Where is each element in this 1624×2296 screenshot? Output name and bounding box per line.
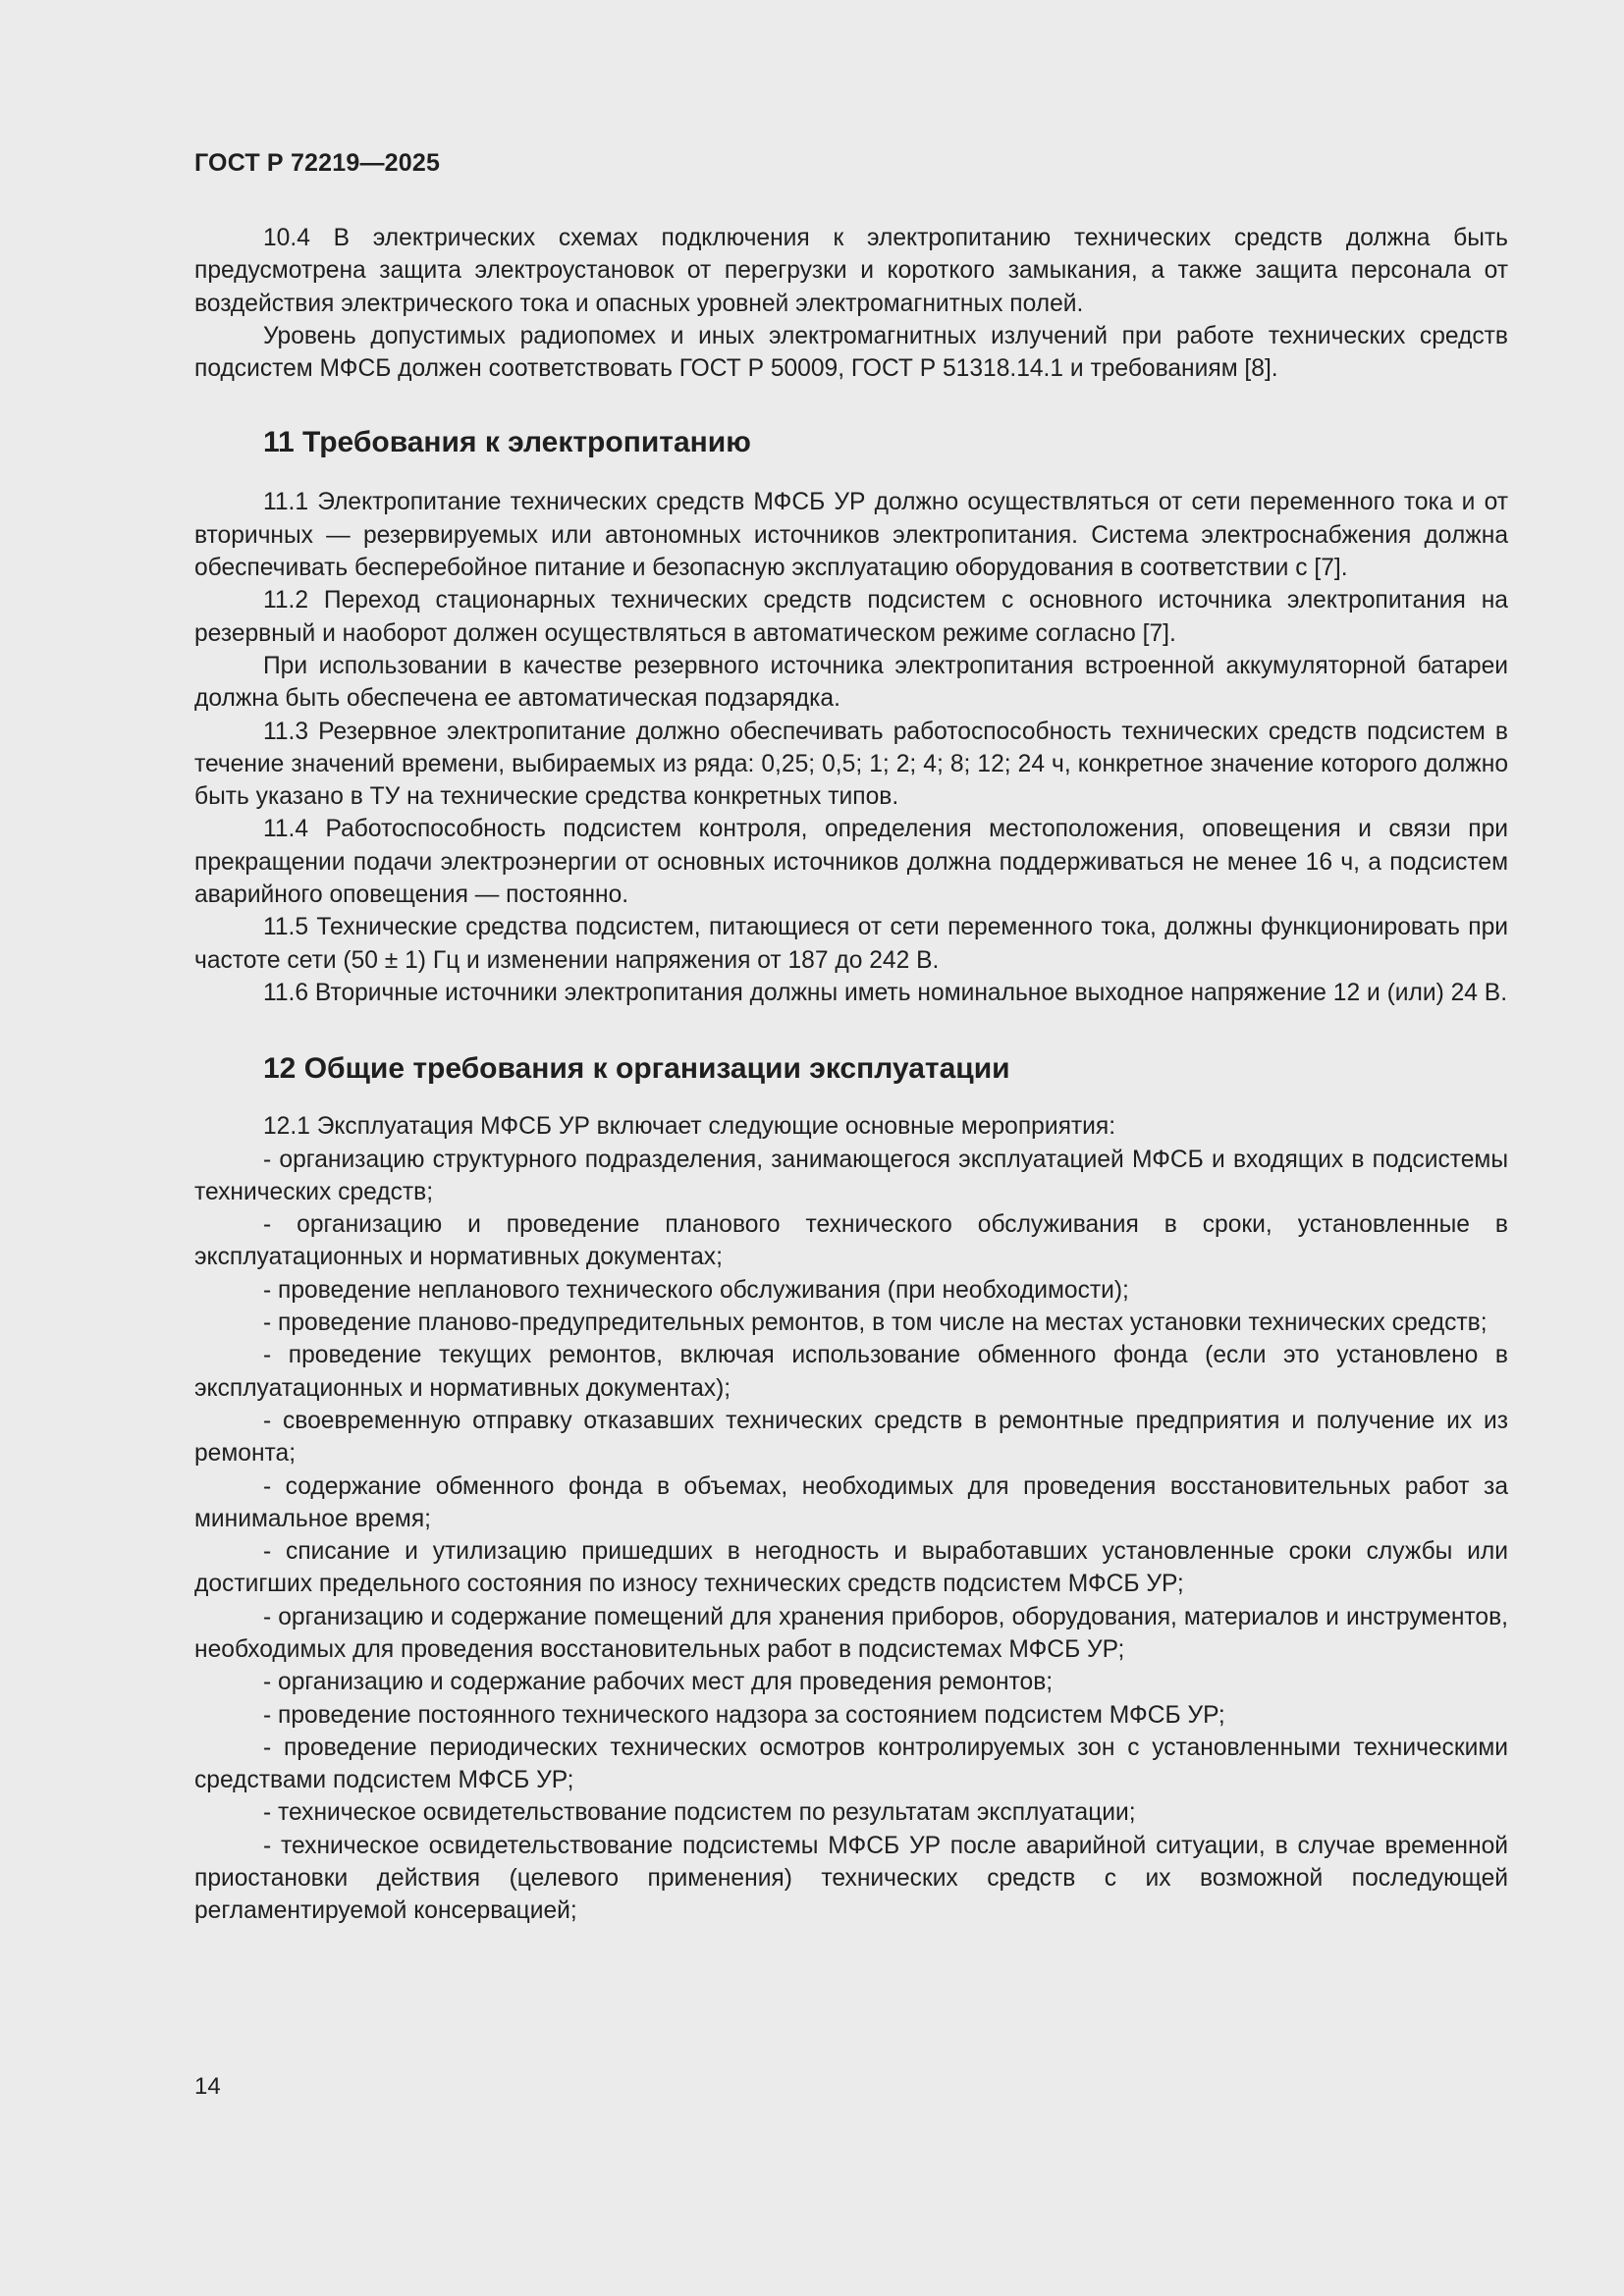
- list-item: - организацию и содержание рабочих мест для проведения ремонтов;: [263, 1669, 1054, 1696]
- list-item: - проведение непланового технического обслуживания (при необходимости);: [263, 1276, 1129, 1304]
- list-item: - техническое освидетельствование подсистем по результатам эксплуатации;: [263, 1799, 1136, 1827]
- list-item: - проведение постоянного технического надзора за состоянием подсистем МФСБ УР;: [263, 1701, 1225, 1729]
- list-item: - организацию и содержание помещений для хранения приборов, оборудования, материалов и инструментов, необходимых для проведения восстановительных работ в подсистемах МФСБ УР;: [194, 1603, 1508, 1663]
- list-item: - проведение планово-предупредительных ремонтов, в том числе на местах установки технических средств;: [263, 1309, 1488, 1337]
- paragraph-11-5: 11.5 Технические средства подсистем, питающиеся от сети переменного тока, должны функционировать при частоте сети (50 ± 1) Гц и изменении напряжения от 187 до 242 В.: [194, 914, 1508, 974]
- list-item: - проведение текущих ремонтов, включая использование обменного фонда (если это установлено в эксплуатационных и нормативных документах);: [194, 1342, 1508, 1402]
- list-item: - организацию структурного подразделения, занимающегося эксплуатацией МФСБ и входящих в подсистемы технических средств;: [194, 1146, 1508, 1205]
- section-12-heading: 12 Общие требования к организации эксплуатации: [263, 1052, 1010, 1086]
- list-item: - содержание обменного фонда в объемах, необходимых для проведения восстановительных работ за минимальное время;: [194, 1472, 1508, 1532]
- list-item: - техническое освидетельствование подсистемы МФСБ УР после аварийной ситуации, в случае временной приостановки действия (целевого применения) технических средств с их возможной последующей регламентируемой консервацией;: [194, 1832, 1508, 1925]
- page-number: 14: [194, 2073, 221, 2100]
- standard-id-header: ГОСТ Р 72219—2025: [194, 149, 441, 177]
- section-11-heading: 11 Требования к электропитанию: [263, 426, 751, 459]
- paragraph-11-6: 11.6 Вторичные источники электропитания должны иметь номинальное выходное напряжение 12 и (или) 24 В.: [263, 979, 1508, 1006]
- paragraph-11-2-battery: При использовании в качестве резервного источника электропитания встроенной аккумуляторной батареи должна быть обеспечена ее автоматическая подзарядка.: [194, 652, 1508, 713]
- document-body: [194, 222, 1508, 1928]
- paragraph-11-1: 11.1 Электропитание технических средств МФСБ УР должно осуществляться от сети переменного тока и от вторичных — резервируемых или автономных источников электропитания. Система электроснабжения должна обеспечивать бесперебойное питание и безопасную эксплуатацию оборудования в соответствии с [7].: [194, 489, 1508, 582]
- paragraph-10-4-emission: Уровень допустимых радиопомех и иных электромагнитных излучений при работе технических средств подсистем МФСБ должен соответствовать ГОСТ Р 50009, ГОСТ Р 51318.14.1 и требованиям [8].: [194, 322, 1508, 383]
- list-item: - своевременную отправку отказавших технических средств в ремонтные предприятия и получение их из ремонта;: [194, 1407, 1508, 1468]
- list-item: - списание и утилизацию пришедших в негодность и выработавших установленные сроки службы или достигших предельного состояния по износу технических средств подсистем МФСБ УР;: [194, 1538, 1508, 1598]
- paragraph-11-4: 11.4 Работоспособность подсистем контроля, определения местоположения, оповещения и связи при прекращении подачи электроэнергии от основных источников должна поддерживаться не менее 16 ч, а подсистем аварийного оповещения — постоянно.: [194, 816, 1508, 909]
- paragraph-10-4: 10.4 В электрических схемах подключения к электропитанию технических средств должна быть предусмотрена защита электроустановок от перегрузки и короткого замыкания, а также защита персонала от воздействия электрического тока и опасных уровней электромагнитных полей.: [194, 225, 1508, 317]
- paragraph-12-1: 12.1 Эксплуатация МФСБ УР включает следующие основные мероприятия:: [263, 1113, 1116, 1141]
- paragraph-11-3: 11.3 Резервное электропитание должно обеспечивать работоспособность технических средств подсистем в течение значений времени, выбираемых из ряда: 0,25; 0,5; 1; 2; 4; 8; 12; 24 ч, конкретное значение которого должно быть указано в ТУ на технические средства конкретных типов.: [194, 718, 1508, 811]
- paragraph-11-2: 11.2 Переход стационарных технических средств подсистем с основного источника электропитания на резервный и наоборот должен осуществляться в автоматическом режиме согласно [7].: [194, 587, 1508, 647]
- list-item: - проведение периодических технических осмотров контролируемых зон с установленными техническими средствами подсистем МФСБ УР;: [194, 1734, 1508, 1794]
- list-item: - организацию и проведение планового технического обслуживания в сроки, установленные в эксплуатационных и нормативных документах;: [194, 1211, 1508, 1271]
